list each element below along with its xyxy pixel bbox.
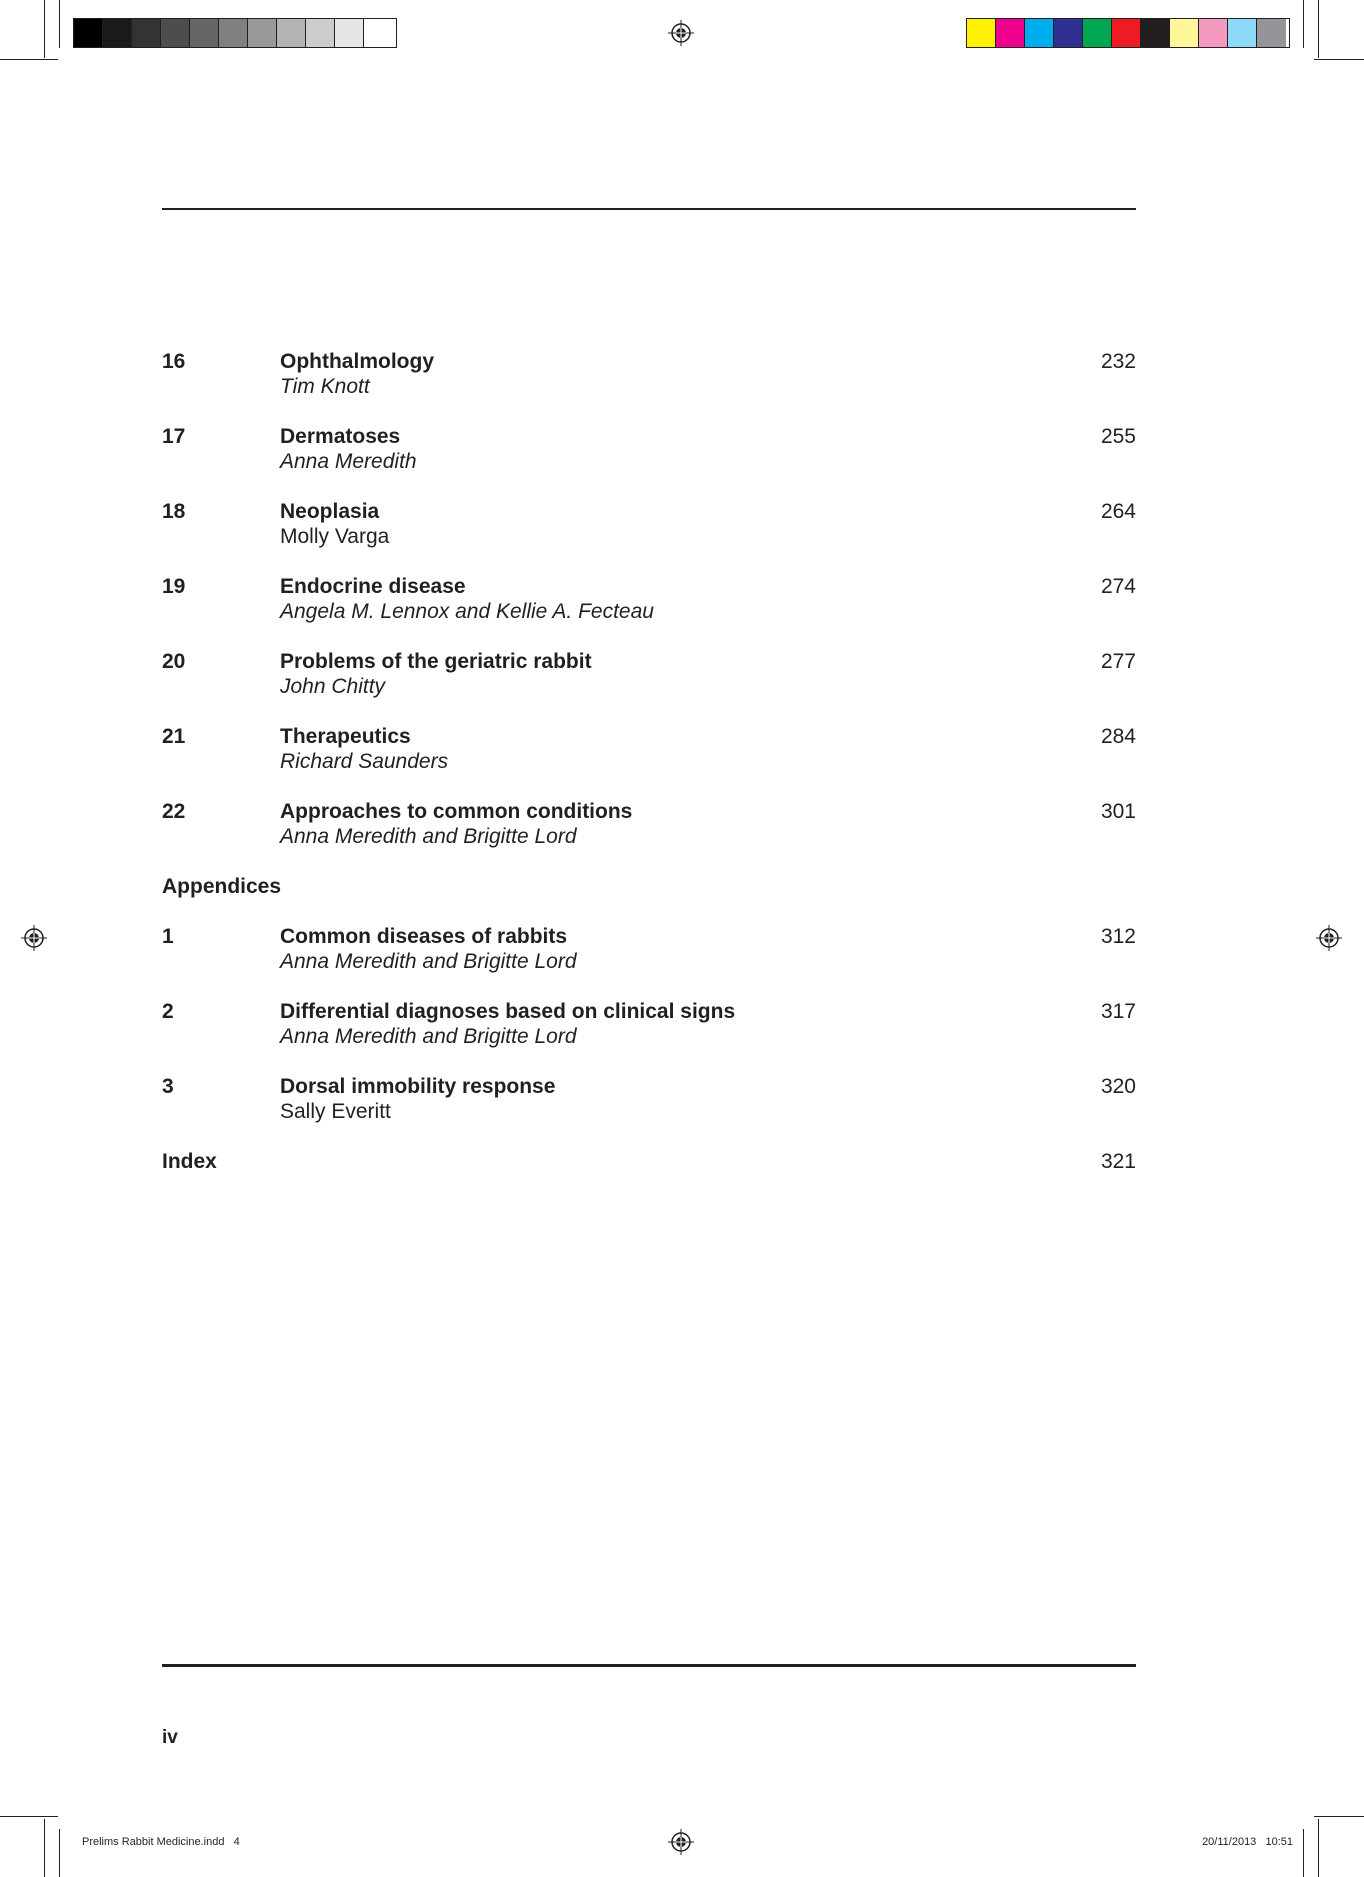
entry-title: Dorsal immobility response [280, 1075, 556, 1098]
calibration-swatch [1083, 19, 1112, 47]
slug-timestamp: 20/11/2013 10:51 [1202, 1836, 1293, 1848]
calibration-swatch [248, 19, 277, 47]
registration-mark-icon [668, 1829, 694, 1855]
top-rule [162, 208, 1136, 210]
entry-number: 19 [162, 575, 186, 598]
entry-title: Neoplasia [280, 500, 380, 523]
toc-entry [162, 650, 1136, 725]
entry-author: Anna Meredith and Brigitte Lord [280, 825, 577, 848]
registration-mark-icon [668, 20, 694, 46]
crop-mark [1314, 59, 1364, 60]
calibration-swatch [161, 19, 190, 47]
appendix-list [162, 925, 1136, 1150]
calibration-swatch [1199, 19, 1228, 47]
entry-title: Problems of the geriatric rabbit [280, 650, 592, 673]
entry-page-number: 284 [1100, 725, 1136, 748]
entry-title: Therapeutics [280, 725, 411, 748]
entry-author: Anna Meredith and Brigitte Lord [280, 950, 577, 973]
calibration-swatch [103, 19, 132, 47]
toc-entry [162, 350, 1136, 425]
crop-mark [1318, 0, 1319, 58]
chapter-list [162, 350, 1136, 875]
crop-mark [1318, 1819, 1319, 1877]
index-entry [162, 1150, 1136, 1180]
crop-mark [44, 1819, 45, 1877]
calibration-swatch [277, 19, 306, 47]
entry-page-number: 232 [1100, 350, 1136, 373]
appendices-heading: Appendices [162, 875, 282, 898]
registration-mark-icon [1316, 925, 1342, 951]
crop-mark [1314, 1816, 1364, 1817]
calibration-swatch [1025, 19, 1054, 47]
calibration-swatch [967, 19, 996, 47]
entry-author: Tim Knott [280, 375, 370, 398]
calibration-swatch [74, 19, 103, 47]
calibration-swatch [1141, 19, 1170, 47]
entry-author: Molly Varga [280, 525, 390, 548]
calibration-swatch [1112, 19, 1141, 47]
entry-page-number: 277 [1100, 650, 1136, 673]
calibration-swatch [364, 19, 393, 47]
entry-author: Sally Everitt [280, 1100, 391, 1123]
entry-title: Approaches to common conditions [280, 800, 633, 823]
entry-number: 3 [162, 1075, 174, 1098]
index-page-number: 321 [1100, 1150, 1136, 1173]
entry-author: Anna Meredith and Brigitte Lord [280, 1025, 577, 1048]
toc-entry [162, 575, 1136, 650]
calibration-swatch [1054, 19, 1083, 47]
crop-mark [59, 1829, 60, 1877]
toc-entry [162, 725, 1136, 800]
entry-page-number: 320 [1100, 1075, 1136, 1098]
entry-author: Richard Saunders [280, 750, 449, 773]
crop-mark [1303, 0, 1304, 48]
entry-number: 21 [162, 725, 186, 748]
entry-title: Endocrine disease [280, 575, 466, 598]
entry-number: 1 [162, 925, 174, 948]
entry-page-number: 317 [1100, 1000, 1136, 1023]
slug-filename: Prelims Rabbit Medicine.indd 4 [82, 1836, 240, 1848]
entry-number: 17 [162, 425, 186, 448]
entry-page-number: 255 [1100, 425, 1136, 448]
entry-title: Common diseases of rabbits [280, 925, 568, 948]
entry-number: 2 [162, 1000, 174, 1023]
crop-mark [0, 1816, 58, 1817]
page-folio: iv [162, 1727, 178, 1748]
color-calibration-bar [966, 18, 1290, 48]
entry-author: Angela M. Lennox and Kellie A. Fecteau [280, 600, 654, 623]
entry-number: 22 [162, 800, 186, 823]
entry-number: 20 [162, 650, 186, 673]
entry-page-number: 274 [1100, 575, 1136, 598]
entry-author: John Chitty [280, 675, 386, 698]
table-of-contents [162, 350, 1136, 1180]
toc-entry [162, 800, 1136, 875]
greyscale-calibration-bar [73, 18, 397, 48]
entry-page-number: 301 [1100, 800, 1136, 823]
entry-title: Ophthalmology [280, 350, 434, 373]
calibration-swatch [1257, 19, 1286, 47]
calibration-swatch [335, 19, 364, 47]
bottom-rule [162, 1664, 1136, 1667]
entry-page-number: 312 [1100, 925, 1136, 948]
entry-page-number: 264 [1100, 500, 1136, 523]
calibration-swatch [132, 19, 161, 47]
calibration-swatch [190, 19, 219, 47]
toc-entry [162, 1075, 1136, 1150]
toc-entry [162, 925, 1136, 1000]
index-label: Index [162, 1150, 217, 1173]
crop-mark [59, 0, 60, 48]
entry-title: Differential diagnoses based on clinical signs [280, 1000, 736, 1023]
toc-entry [162, 425, 1136, 500]
calibration-swatch [1170, 19, 1199, 47]
entry-number: 18 [162, 500, 186, 523]
crop-mark [0, 59, 58, 60]
crop-mark [1303, 1829, 1304, 1877]
calibration-swatch [219, 19, 248, 47]
toc-entry [162, 1000, 1136, 1075]
calibration-swatch [306, 19, 335, 47]
calibration-swatch [1228, 19, 1257, 47]
calibration-swatch [996, 19, 1025, 47]
entry-number: 16 [162, 350, 186, 373]
toc-entry [162, 500, 1136, 575]
entry-author: Anna Meredith [280, 450, 417, 473]
registration-mark-icon [21, 925, 47, 951]
entry-title: Dermatoses [280, 425, 401, 448]
crop-mark [44, 0, 45, 58]
